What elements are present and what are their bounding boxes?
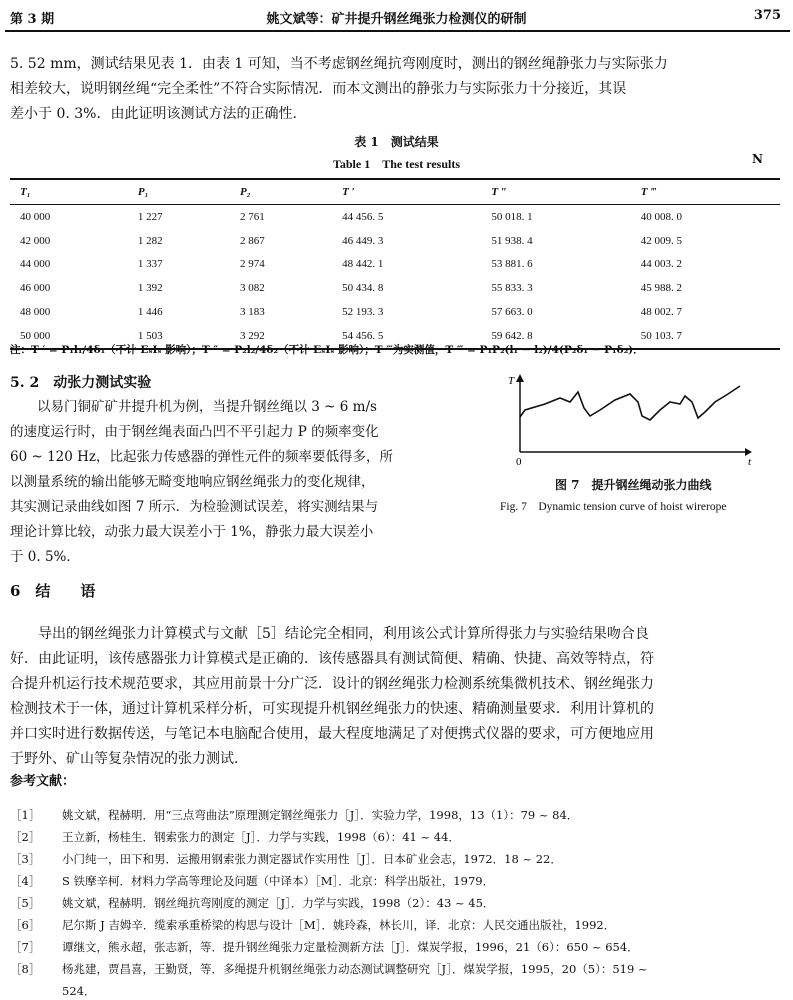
section-5-2-body [10, 395, 393, 570]
tension-curve [520, 386, 740, 420]
column-header: P₂ [230, 179, 332, 205]
column-header: P₁ [128, 179, 230, 205]
table-cell: 50 000 [10, 324, 128, 349]
table-cell: 2 867 [239, 234, 265, 247]
reference-text: 小门纯一，田下和男．运搬用钢索张力测定器试作实用性［J］．日本矿业会志，1972．18 ~ 22． [62, 852, 562, 866]
reference-item [10, 936, 648, 958]
text-line: 理论计算比较，动张力最大误差小于 1%，静张力最大误差小 [10, 524, 374, 540]
column-header: T₁ [10, 179, 128, 205]
text-line: 的速度运行时，由于钢丝绳表面凸凹不平引起力 P 的频率变化 [10, 424, 379, 440]
x-axis-arrow [745, 448, 752, 456]
table-unit: N [752, 152, 763, 166]
table-cell: 42 009. 5 [640, 234, 682, 247]
text-line: 并口实时进行数据传送，与笔记本电脑配合使用，最大程度地满足了对便携式仪器的要求，可方便地应用 [10, 726, 654, 742]
section-6-body [10, 622, 654, 772]
reference-number: ［1］ [10, 808, 41, 822]
text-line: 于 0. 5%． [10, 549, 80, 565]
table-caption-en: Table 1 The test results [332, 157, 460, 171]
table-cell: 1 503 [128, 324, 230, 349]
results-table [10, 178, 780, 350]
reference-text: S 铁摩辛柯．材料力学高等理论及问题（中译本）［M］．北京：科学出版社，1979． [62, 874, 495, 888]
issue-label: 第 3 期 [10, 12, 55, 27]
reference-number: ［6］ [10, 918, 41, 932]
reference-text: 王立新，杨桂生．钢索张力的测定［J］．力学与实践，1998（6）：41 ~ 44． [62, 830, 460, 844]
reference-item [10, 914, 648, 936]
reference-text: 谭继文，熊永超，张志新，等．提升钢丝绳张力定量检测新方法［J］．煤炭学报，1996，21（6）：650 ~ 654． [62, 940, 639, 954]
text-line: 以测量系统的输出能够无畸变地响应钢丝绳张力的变化规律， [10, 474, 375, 490]
intro-paragraph [10, 52, 668, 127]
text-line: 好．由此证明，该传感器张力计算模式是正确的．该传感器具有测试简便、精确、快捷、高效等特点，符 [10, 651, 654, 667]
table-caption-cn: 表 1 测试结果 [354, 135, 439, 149]
table-cell: 3 183 [239, 306, 265, 319]
table-cell: 53 881. 6 [491, 258, 533, 271]
reference-item [10, 980, 648, 1000]
references-title: 参考文献： [10, 774, 76, 789]
text-line: 检测技术于一体，通过计算机采样分析，可实现提升机钢丝绳张力的快速、精确测量要求．利用计算机的 [10, 701, 654, 717]
text-line: 合提升机运行技术规范要求，其应用前景十分广泛．设计的钢丝绳张力检测系统集微机技术、钢丝绳张力 [10, 676, 654, 692]
text-line: 相差较大，说明钢丝绳“完全柔性”不符合实际情况．而本文测出的静张力与实际张力十分接近，其误 [10, 81, 627, 97]
table-cell: 46 449. 3 [342, 234, 384, 247]
table-cell: 42 000 [20, 234, 51, 247]
reference-text: 尼尔斯 J 吉姆辛．缆索承重桥梁的构思与设计［M］．姚玲森，林长川，译．北京：人民交通出版社，1992． [62, 918, 616, 932]
table-cell: 57 663. 0 [491, 306, 533, 319]
table-cell: 40 000 [20, 210, 51, 223]
reference-number: ［2］ [10, 830, 41, 844]
table-cell: 44 000 [20, 258, 51, 271]
text-line: 其实测记录曲线如图 7 所示．为检验测试误差，将实测结果与 [10, 499, 379, 515]
table-cell: 3 082 [239, 282, 265, 295]
table-cell: 48 442. 1 [342, 258, 384, 271]
reference-number: ［3］ [10, 852, 41, 866]
column-header: T ″ [481, 179, 630, 205]
table-header-row [10, 179, 780, 205]
figure-caption-en: Fig. 7 Dynamic tension curve of hoist wirerope [500, 501, 727, 513]
table-row [10, 229, 780, 253]
table-cell: 54 456. 5 [332, 324, 481, 349]
x-axis-label: t [748, 456, 752, 467]
table-cell: 51 938. 4 [491, 234, 533, 247]
table-cell: 48 002. 7 [640, 306, 682, 319]
reference-text: 524． [62, 984, 96, 998]
table-cell: 40 008. 0 [640, 210, 682, 223]
text-line: 以易门铜矿矿井提升机为例，当提升钢丝绳以 3 ~ 6 m/s [10, 399, 377, 415]
origin-label: 0 [516, 456, 522, 467]
table-cell: 2 974 [239, 258, 265, 271]
table-note: 注：T ′ = P₁l₁/4δ₁（不计 EₛIₛ 影响）；T ″ = P₂l₂/4δ₂（不计 EₛIₛ 影响）；T ‴为实测值，T ‴ = P₁P₂(l₁ − l₂)/4(P₂δ₁ − P₁δ₂)． [10, 344, 644, 356]
table-cell: 1 227 [137, 210, 163, 223]
y-axis-arrow [516, 374, 524, 382]
text-line: 60 ~ 120 Hz，比起张力传感器的弹性元件的频率要低得多，所 [10, 449, 394, 465]
reference-item [10, 892, 648, 914]
table-row [10, 276, 780, 300]
column-header: T ‴ [631, 179, 780, 205]
reference-item [10, 826, 648, 848]
table-cell: 59 642. 8 [481, 324, 630, 349]
table-cell: 50 434. 8 [342, 282, 384, 295]
reference-list [10, 804, 648, 1000]
running-title: 姚文斌等：矿井提升钢丝绳张力检测仪的研制 [266, 12, 527, 27]
table-cell: 3 292 [230, 324, 332, 349]
table-row [10, 205, 780, 229]
table-cell: 44 003. 2 [640, 258, 682, 271]
text-line: 于野外、矿山等复杂情况的张力测试． [10, 751, 248, 767]
page-number: 375 [753, 8, 781, 23]
text-line: 差小于 0. 3%．由此证明该测试方法的正确性． [10, 106, 307, 122]
header-rule [5, 30, 790, 32]
table-cell: 55 833. 3 [491, 282, 533, 295]
table-cell: 50 018. 1 [491, 210, 533, 223]
reference-text: 姚文斌，程赫明．钢丝绳抗弯刚度的测定［J］．力学与实践，1998（2）：43 ~ 45． [62, 896, 495, 910]
reference-number: ［7］ [10, 940, 41, 954]
reference-item [10, 848, 648, 870]
y-axis-label: T [508, 375, 515, 387]
reference-number: ［8］ [10, 962, 41, 976]
table-cell: 2 761 [239, 210, 265, 223]
section-6-title: 6 结 语 [10, 582, 96, 600]
reference-item [10, 804, 648, 826]
section-5-2-title: 5. 2 动张力测试实验 [10, 375, 152, 391]
table-cell: 44 456. 5 [342, 210, 384, 223]
table-cell: 1 337 [137, 258, 163, 271]
figure-caption-cn: 图 7 提升钢丝绳动张力曲线 [555, 478, 712, 492]
dynamic-tension-figure [500, 372, 760, 467]
table-cell: 48 000 [20, 306, 51, 319]
table-row [10, 253, 780, 277]
reference-text: 姚文斌，程赫明．用“三点弯曲法”原理测定钢丝绳张力［J］．实验力学，1998，13（1）：79 ~ 84． [62, 808, 579, 822]
table-cell: 1 282 [137, 234, 163, 247]
reference-number: ［4］ [10, 874, 41, 888]
table-cell: 45 988. 2 [640, 282, 682, 295]
table-row [10, 300, 780, 324]
text-line: 5. 52 mm，测试结果见表 1．由表 1 可知，当不考虑钢丝绳抗弯刚度时，测出的钢丝绳静张力与实际张力 [10, 56, 668, 72]
column-header: T ′ [332, 179, 481, 205]
reference-item [10, 958, 648, 980]
reference-text: 杨兆建，贾昌喜，王勤贤，等．多绳提升机钢丝绳张力动态测试调整研究［J］．煤炭学报，1995，20（5）：519 ~ [62, 962, 648, 976]
reference-item [10, 870, 648, 892]
table-cell: 46 000 [20, 282, 51, 295]
text-line: 导出的钢丝绳张力计算模式与文献［5］结论完全相同，利用该公式计算所得张力与实验结果吻合良 [10, 626, 649, 642]
table-cell: 50 103. 7 [631, 324, 780, 349]
table-cell: 1 392 [137, 282, 163, 295]
reference-number: ［5］ [10, 896, 41, 910]
table-cell: 52 193. 3 [342, 306, 384, 319]
table-cell: 1 446 [137, 306, 163, 319]
